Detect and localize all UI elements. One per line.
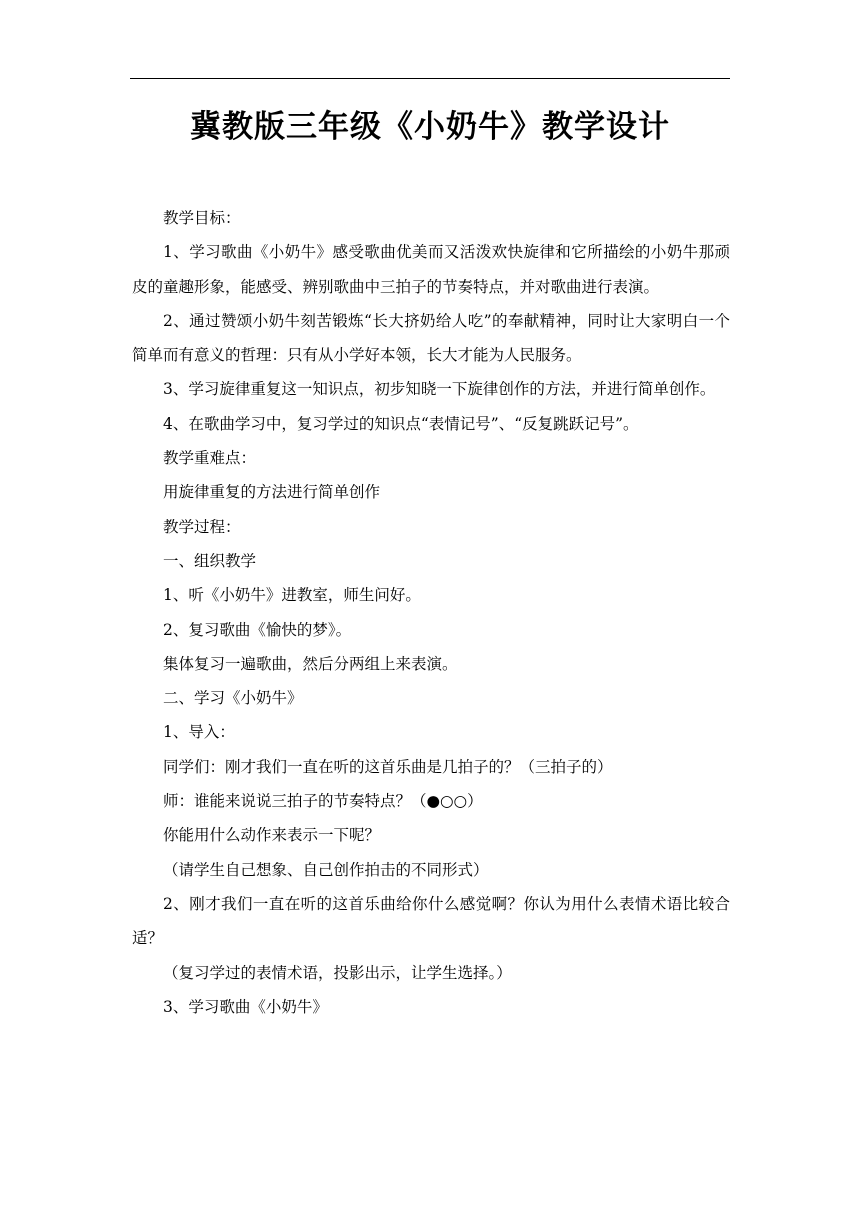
document-title: 冀教版三年级《小奶牛》教学设计 — [190, 109, 670, 145]
paragraph-step-2-1-rhythm: 师：谁能来说说三拍子的节奏特点？（●○○） — [163, 792, 483, 811]
paragraph-step-2-2: 2、刚才我们一直在听的这首乐曲给你什么感觉啊？你认为用什么表情术语比较合适？ — [132, 894, 730, 948]
paragraph-objective-3: 3、学习旋律重复这一知识点，初步知晓一下旋律创作的方法，并进行简单创作。 — [163, 380, 716, 399]
document-body — [132, 201, 730, 1024]
paragraph-step-1-2-detail: 集体复习一遍歌曲，然后分两组上来表演。 — [163, 654, 458, 673]
paragraph-objective-4: 4、在歌曲学习中，复习学过的知识点“表情记号”、“反复跳跃记号”。 — [163, 414, 639, 433]
paragraph-section-1: 一、组织教学 — [163, 551, 257, 570]
paragraph-key-points-heading: 教学重难点： — [163, 449, 257, 468]
paragraph-step-2-2-note: （复习学过的表情术语，投影出示，让学生选择。） — [163, 963, 512, 982]
header-rule — [130, 78, 730, 79]
paragraph-step-1-2: 2、复习歌曲《愉快的梦》。 — [163, 620, 352, 639]
paragraph-process-heading: 教学过程： — [163, 517, 241, 536]
paragraph-step-2-1-question: 同学们：刚才我们一直在听的这首乐曲是几拍子的？（三拍子的） — [163, 757, 613, 776]
paragraph-step-2-1-note: （请学生自己想象、自己创作拍击的不同形式） — [163, 860, 489, 879]
paragraph-step-2-3: 3、学习歌曲《小奶牛》 — [163, 997, 328, 1016]
paragraph-objective-2: 2、通过赞颂小奶牛刻苦锻炼“长大挤奶给人吃”的奉献精神，同时让大家明白一个简单而有意义的哲理：只有从小学好本领，长大才能为人民服务。 — [132, 311, 730, 365]
paragraph-step-2-1: 1、导入： — [163, 723, 235, 742]
paragraph-section-2: 二、学习《小奶牛》 — [163, 689, 303, 708]
paragraph-objective-1: 1、学习歌曲《小奶牛》感受歌曲优美而又活泼欢快旋律和它所描绘的小奶牛那顽皮的童趣形象，能感受、辨别歌曲中三拍子的节奏特点，并对歌曲进行表演。 — [132, 243, 730, 296]
paragraph-step-2-1-action: 你能用什么动作来表示一下呢？ — [163, 826, 381, 845]
paragraph-key-point: 用旋律重复的方法进行简单创作 — [163, 483, 381, 502]
paragraph-objectives-heading: 教学目标： — [163, 209, 241, 227]
paragraph-step-1-1: 1、听《小奶牛》进教室，师生问好。 — [163, 586, 421, 605]
